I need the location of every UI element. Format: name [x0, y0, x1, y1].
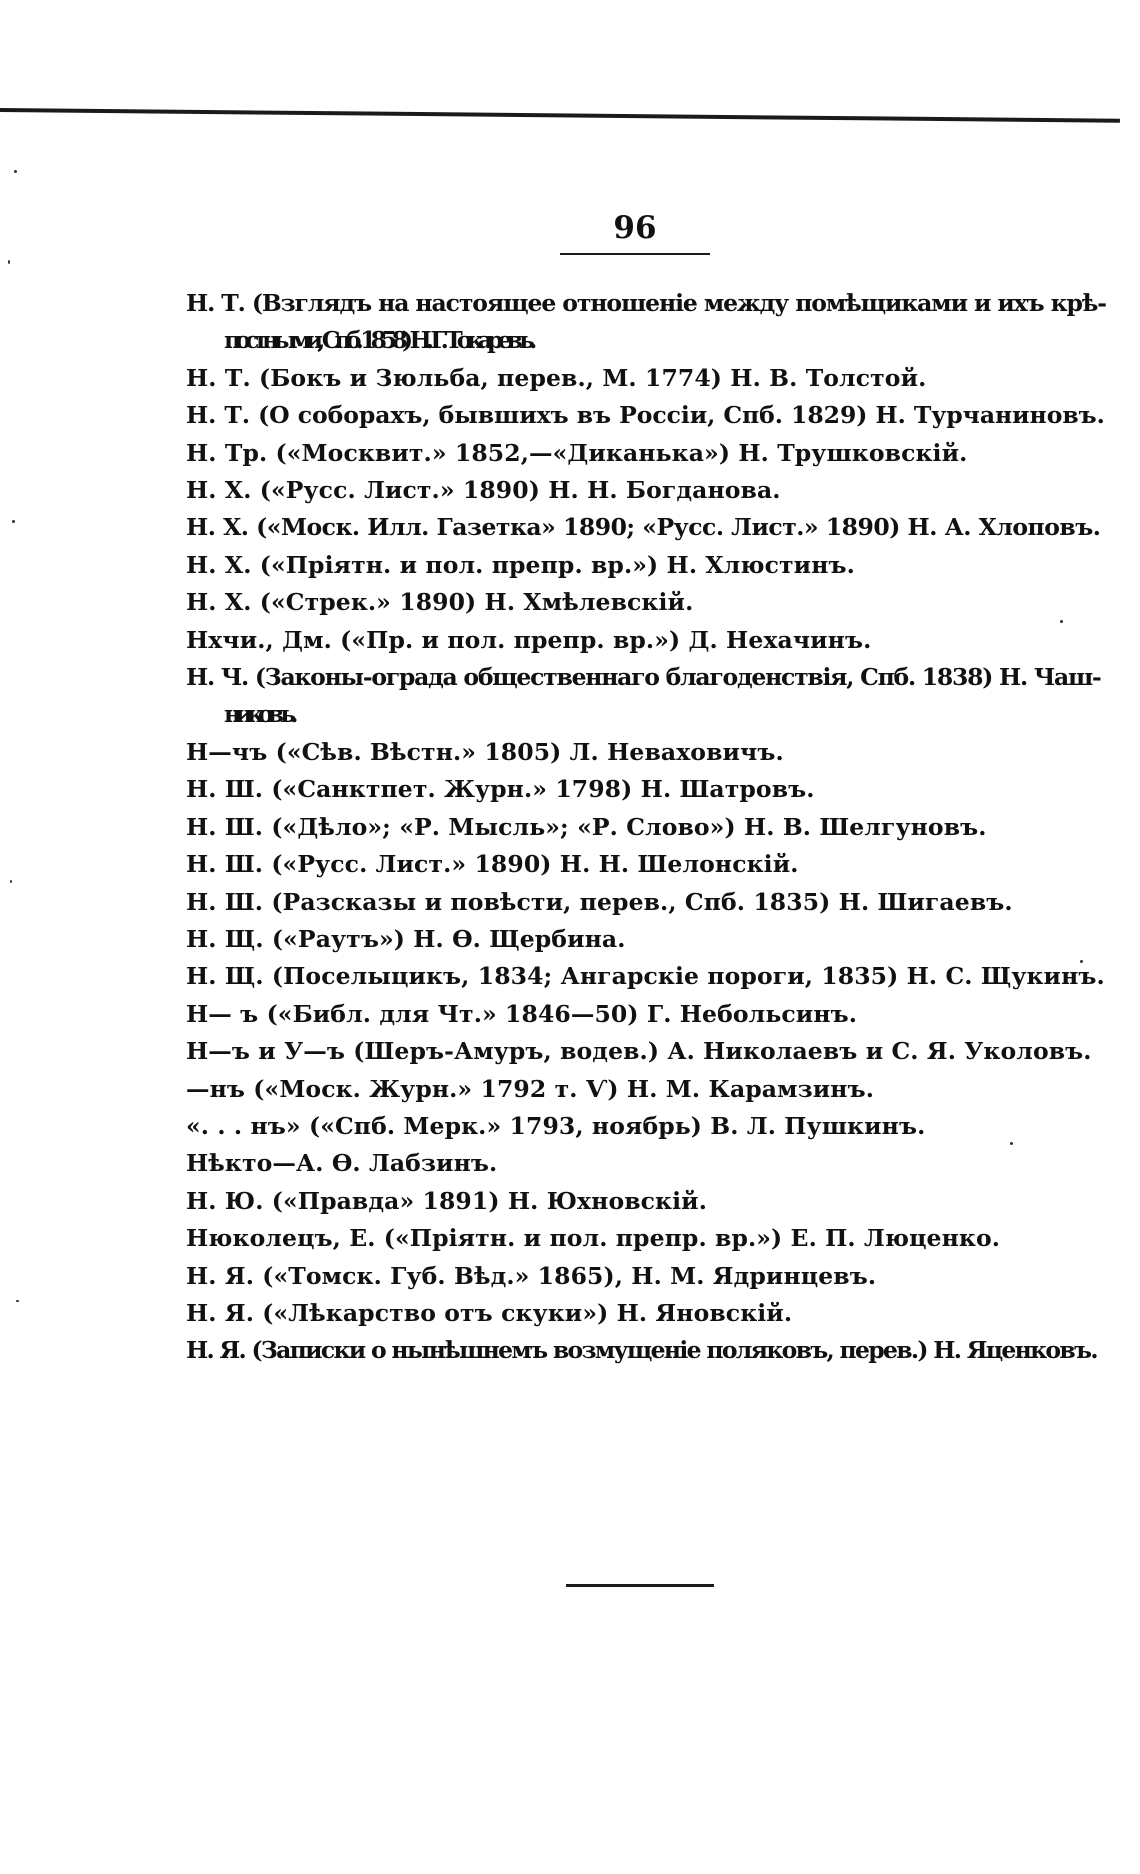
entry-text: Нхчи., Дм. («Пр. и пол. препр. вр.») Д. Нехачинъ.	[186, 625, 872, 654]
entry	[186, 1108, 1106, 1145]
entry	[186, 1145, 1106, 1182]
entry-text: Н. Ш. («Русс. Лист.» 1890) Н. Н. Шелонскій.	[186, 850, 799, 879]
entry	[186, 958, 1106, 995]
entry-continuation: никовъ.	[224, 700, 293, 729]
page-number-rule	[560, 253, 710, 255]
entry-text: Н. Ш. (Разсказы и повѣсти, перев., Спб. 1835) Н. Шигаевъ.	[186, 887, 1013, 916]
entry	[186, 734, 1106, 771]
entry	[186, 1295, 1106, 1332]
entry-text: Нѣкто—А. Ѳ. Лабзинъ.	[186, 1149, 498, 1178]
entry	[186, 996, 1106, 1033]
entry-text: Н. Т. (О соборахъ, бывшихъ въ Россіи, Спб. 1829) Н. Турчаниновъ.	[186, 401, 1105, 430]
entry	[186, 1071, 1106, 1108]
entry-text: Н. Ш. («Дѣло»; «Р. Мысль»; «Р. Слово») Н. В. Шелгуновъ.	[186, 812, 987, 841]
entry-list	[186, 285, 1106, 1370]
entry-text: Н. Ш. («Санктпет. Журн.» 1798) Н. Шатровъ.	[186, 775, 815, 804]
entry-text: «. . . нъ» («Спб. Мерк.» 1793, ноябрь) В. Л. Пушкинъ.	[186, 1111, 926, 1140]
entry-text: Н. Ч. (Законы-ограда общественнаго благоденствія, Спб. 1838) Н. Чаш-	[186, 663, 1101, 692]
entry-text: Н. Щ. (Поселыцикъ, 1834; Ангарскіе пороги, 1835) Н. С. Щукинъ.	[186, 962, 1105, 991]
entry	[186, 547, 1106, 584]
entry	[186, 1258, 1106, 1295]
entry	[186, 659, 1106, 734]
entry	[186, 1183, 1106, 1220]
entry-text: Н— ъ («Библ. для Чт.» 1846—50) Г. Небольсинъ.	[186, 999, 858, 1028]
entry-text: Н. Х. («Моск. Илл. Газетка» 1890; «Русс. Лист.» 1890) Н. А. Хлоповъ.	[186, 513, 1101, 542]
end-rule	[566, 1584, 714, 1587]
entry	[186, 472, 1106, 509]
entry	[186, 884, 1106, 921]
entry-text: Н. Ю. («Правда» 1891) Н. Юхновскій.	[186, 1186, 707, 1215]
top-border-rule	[0, 108, 1120, 123]
entry	[186, 584, 1106, 621]
entry-text: Н. Х. («Русс. Лист.» 1890) Н. Н. Богданова.	[186, 476, 781, 505]
entry-text: Нюколецъ, Е. («Пріятн. и пол. препр. вр.») Е. П. Люценко.	[186, 1224, 1001, 1253]
entry-text: Н. Х. («Пріятн. и пол. препр. вр.») Н. Хлюстинъ.	[186, 550, 855, 579]
entry	[186, 846, 1106, 883]
page-number: 96	[613, 210, 657, 246]
entry	[186, 435, 1106, 472]
entry-text: Н. Щ. («Раутъ») Н. Ѳ. Щербина.	[186, 924, 626, 953]
entry	[186, 921, 1106, 958]
print-speck	[14, 170, 17, 173]
print-speck	[16, 1300, 19, 1302]
entry	[186, 360, 1106, 397]
entry-text: Н. Т. (Бокъ и Зюльба, перев., М. 1774) Н. В. Толстой.	[186, 363, 927, 392]
entry-text: Н. Я. (Записки о нынѣшнемъ возмущеніе поляковъ, перев.) Н. Яценковъ.	[186, 1336, 1097, 1365]
entry	[186, 397, 1106, 434]
entry-text: Н—чъ («Сѣв. Вѣстн.» 1805) Л. Неваховичъ.	[186, 737, 784, 766]
entry	[186, 771, 1106, 808]
entry	[186, 809, 1106, 846]
print-speck	[10, 880, 12, 883]
entry-text: Н. Я. («Лѣкарство отъ скуки») Н. Яновскій.	[186, 1298, 793, 1327]
entry	[186, 509, 1106, 546]
entry-text: —нъ («Моск. Журн.» 1792 т. Ѵ) Н. М. Карамзинъ.	[186, 1074, 874, 1103]
entry-text: Н. Я. («Томск. Губ. Вѣд.» 1865), Н. М. Ядринцевъ.	[186, 1261, 877, 1290]
print-speck	[8, 260, 10, 264]
entry	[186, 1332, 1106, 1369]
entry-text: Н—ъ и У—ъ (Шеръ-Амуръ, водев.) А. Николаевъ и С. Я. Уколовъ.	[186, 1037, 1092, 1066]
print-speck	[12, 520, 15, 523]
entry-text: Н. Тр. («Москвит.» 1852,—«Диканька») Н. Трушковскій.	[186, 438, 968, 467]
entry-continuation: постными, Спб. 1858) Н. Г. Токаревъ.	[224, 326, 532, 355]
entry	[186, 1220, 1106, 1257]
entry	[186, 1033, 1106, 1070]
entry	[186, 285, 1106, 360]
entry-text: Н. Х. («Стрек.» 1890) Н. Хмѣлевскій.	[186, 588, 694, 617]
entry	[186, 622, 1106, 659]
entry-text: Н. Т. (Взглядъ на настоящее отношеніе между помѣщиками и ихъ крѣ-	[186, 289, 1106, 317]
